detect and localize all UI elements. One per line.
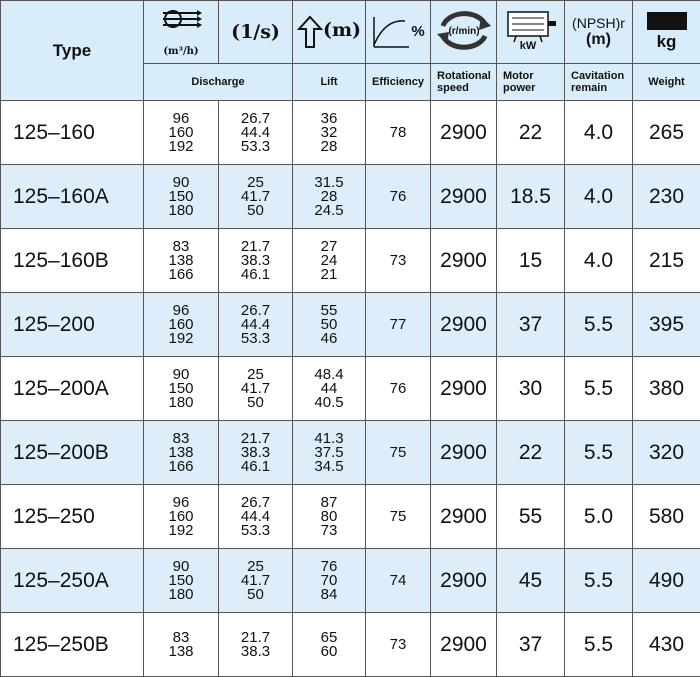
table-row: [1, 485, 700, 549]
lift-cell: [293, 485, 366, 549]
efficiency-cell: 78: [366, 101, 431, 165]
motor-icon: [504, 10, 558, 50]
motor-unit: kW: [519, 40, 536, 50]
discharge-ls-cell-value: 44.4: [219, 318, 292, 332]
discharge-m3h-cell: [144, 485, 219, 549]
discharge-ls-cell-value: 44.4: [219, 510, 292, 524]
efficiency-cell: 74: [366, 549, 431, 613]
type-cell: 125–200B: [1, 421, 144, 485]
motor-unit-header: [497, 1, 565, 64]
lift-cell-value: 41.3: [293, 432, 365, 446]
discharge-m3h-cell-value: 192: [144, 140, 218, 154]
lift-cell: [293, 101, 366, 165]
lift-cell-value: 34.5: [293, 460, 365, 474]
discharge-ls-cell-value: 41.7: [219, 190, 292, 204]
lift-cell-value: 73: [293, 524, 365, 538]
discharge-m3h-cell-value: 192: [144, 332, 218, 346]
lift-cell-value: 87: [293, 496, 365, 510]
discharge-m3h-cell: [144, 549, 219, 613]
type-cell: 125–160A: [1, 165, 144, 229]
motor-power-cell: 22: [497, 101, 565, 165]
motor-power-cell: 30: [497, 357, 565, 421]
efficiency-cell: 73: [366, 613, 431, 677]
discharge-ls-cell-value: 53.3: [219, 524, 292, 538]
lift-cell-value: 27: [293, 240, 365, 254]
discharge-m3h-cell-value: 83: [144, 240, 218, 254]
cavitation-label: Cavitation remain: [565, 64, 633, 101]
discharge-m3h-cell-value: 90: [144, 560, 218, 574]
lift-cell-value: 70: [293, 574, 365, 588]
discharge-m3h-cell-value: 192: [144, 524, 218, 538]
speed-unit: (r/min): [448, 26, 479, 37]
up-arrow-icon: [297, 15, 323, 49]
motor-power-cell: 15: [497, 229, 565, 293]
motor-label: Motor power: [497, 64, 565, 101]
motor-power-cell: 45: [497, 549, 565, 613]
npsh-unit: (m): [565, 31, 632, 49]
table-body: [1, 101, 700, 677]
discharge-m3h-cell-value: 96: [144, 112, 218, 126]
weight-unit: kg: [633, 32, 700, 52]
table-row: [1, 165, 700, 229]
type-cell: 125–250: [1, 485, 144, 549]
discharge-ls-cell-value: 38.3: [219, 645, 292, 659]
npsh-cell: 4.0: [565, 101, 633, 165]
discharge-m3h-cell: [144, 165, 219, 229]
npsh-cell: 4.0: [565, 229, 633, 293]
speed-cell: 2900: [431, 421, 497, 485]
speed-cell: 2900: [431, 549, 497, 613]
discharge-ls-cell-value: 53.3: [219, 332, 292, 346]
discharge-ls-cell: [219, 485, 293, 549]
discharge-m3h-cell: [144, 101, 219, 165]
discharge-ls-cell-value: 25: [219, 176, 292, 190]
lift-cell: [293, 293, 366, 357]
speed-label: Rotational speed: [431, 64, 497, 101]
lift-cell-value: 37.5: [293, 446, 365, 460]
discharge-m3h-cell-value: 180: [144, 588, 218, 602]
discharge-ls-cell-value: 46.1: [219, 460, 292, 474]
discharge-ls-cell-value: 50: [219, 396, 292, 410]
discharge-ls-cell-value: 25: [219, 560, 292, 574]
discharge-ls-cell-value: 41.7: [219, 382, 292, 396]
motor-power-cell: 18.5: [497, 165, 565, 229]
discharge-m3h-cell-value: 96: [144, 304, 218, 318]
efficiency-curve-icon: [371, 15, 411, 49]
type-cell: 125–200: [1, 293, 144, 357]
npsh-header: [565, 1, 633, 64]
type-cell: 125–160B: [1, 229, 144, 293]
speed-cell: 2900: [431, 485, 497, 549]
lift-cell-value: 31.5: [293, 176, 365, 190]
discharge-m3h-cell-value: 166: [144, 460, 218, 474]
type-cell: 125–250B: [1, 613, 144, 677]
discharge-ls-cell-value: 21.7: [219, 631, 292, 645]
discharge-ls-cell-value: 26.7: [219, 496, 292, 510]
discharge-m3h-cell-value: 180: [144, 396, 218, 410]
table-row: [1, 101, 700, 165]
discharge-m3h-cell-value: 90: [144, 176, 218, 190]
discharge-ls-cell: [219, 613, 293, 677]
lift-cell-value: 65: [293, 631, 365, 645]
table-row: [1, 293, 700, 357]
lift-cell-value: 76: [293, 560, 365, 574]
efficiency-label: Efficiency: [366, 64, 431, 101]
discharge-m3h-header: [144, 1, 219, 64]
discharge-m3h-cell-value: 160: [144, 510, 218, 524]
flow-icon: [159, 7, 203, 41]
discharge-m3h-cell-value: 83: [144, 631, 218, 645]
lift-unit: (m): [323, 19, 361, 41]
weight-block-icon: [647, 12, 687, 30]
npsh-cell: 4.0: [565, 165, 633, 229]
discharge-m3h-cell-value: 150: [144, 382, 218, 396]
lift-cell-value: 21: [293, 268, 365, 282]
weight-unit-header: [633, 1, 700, 64]
table-row: [1, 613, 700, 677]
lift-cell-value: 24.5: [293, 204, 365, 218]
lift-cell-value: 50: [293, 318, 365, 332]
npsh-cell: 5.5: [565, 293, 633, 357]
rotation-icon: [435, 6, 493, 54]
speed-cell: 2900: [431, 293, 497, 357]
motor-power-cell: 55: [497, 485, 565, 549]
weight-label: Weight: [633, 64, 700, 101]
discharge-m3h-cell: [144, 421, 219, 485]
discharge-ls-cell-value: 50: [219, 588, 292, 602]
table-row: [1, 229, 700, 293]
lift-label: Lift: [293, 64, 366, 101]
weight-cell: 380: [633, 357, 700, 421]
discharge-m3h-cell-value: 150: [144, 190, 218, 204]
lift-cell: [293, 357, 366, 421]
weight-cell: 395: [633, 293, 700, 357]
discharge-ls-cell: [219, 549, 293, 613]
discharge-m3h-cell-value: 150: [144, 574, 218, 588]
lift-cell-value: 80: [293, 510, 365, 524]
type-cell: 125–160: [1, 101, 144, 165]
npsh-label: (NPSH)r: [565, 15, 632, 31]
discharge-ls-cell: [219, 229, 293, 293]
efficiency-cell: 76: [366, 165, 431, 229]
lift-cell: [293, 165, 366, 229]
discharge-m3h-cell: [144, 357, 219, 421]
efficiency-cell: 77: [366, 293, 431, 357]
type-header: Type: [1, 1, 144, 101]
speed-cell: 2900: [431, 613, 497, 677]
discharge-ls-cell-value: 50: [219, 204, 292, 218]
lift-cell: [293, 229, 366, 293]
speed-cell: 2900: [431, 357, 497, 421]
discharge-ls-cell: [219, 101, 293, 165]
motor-power-cell: 37: [497, 613, 565, 677]
discharge-m3h-cell: [144, 293, 219, 357]
npsh-cell: 5.0: [565, 485, 633, 549]
table-row: [1, 357, 700, 421]
discharge-ls-cell: [219, 293, 293, 357]
efficiency-cell: 73: [366, 229, 431, 293]
lift-cell-value: 28: [293, 190, 365, 204]
weight-cell: 215: [633, 229, 700, 293]
lift-cell-value: 84: [293, 588, 365, 602]
discharge-m3h-cell-value: 138: [144, 254, 218, 268]
lift-cell-value: 36: [293, 112, 365, 126]
lift-cell-value: 32: [293, 126, 365, 140]
weight-cell: 320: [633, 421, 700, 485]
motor-power-cell: 22: [497, 421, 565, 485]
discharge-m3h-cell-value: 138: [144, 446, 218, 460]
discharge-ls-cell-value: 46.1: [219, 268, 292, 282]
weight-cell: 230: [633, 165, 700, 229]
discharge-ls-cell-value: 26.7: [219, 112, 292, 126]
discharge-ls-cell-value: 21.7: [219, 432, 292, 446]
npsh-cell: 5.5: [565, 421, 633, 485]
speed-cell: 2900: [431, 165, 497, 229]
discharge-m3h-cell-value: 138: [144, 645, 218, 659]
speed-cell: 2900: [431, 229, 497, 293]
lift-cell-value: 40.5: [293, 396, 365, 410]
lift-cell: [293, 549, 366, 613]
efficiency-cell: 75: [366, 485, 431, 549]
discharge-ls-cell: [219, 165, 293, 229]
lift-cell: [293, 613, 366, 677]
discharge-ls-header: (1/s): [219, 1, 293, 64]
lift-cell-value: 28: [293, 140, 365, 154]
npsh-cell: 5.5: [565, 549, 633, 613]
lift-unit-header: [293, 1, 366, 64]
discharge-label: Discharge: [144, 64, 293, 101]
percent-unit: %: [411, 23, 424, 40]
discharge-ls-cell-value: 26.7: [219, 304, 292, 318]
discharge-m3h-cell-value: 160: [144, 318, 218, 332]
lift-cell-value: 44: [293, 382, 365, 396]
weight-cell: 430: [633, 613, 700, 677]
m3h-unit: (m³/h): [144, 46, 218, 57]
discharge-ls-cell: [219, 421, 293, 485]
discharge-m3h-cell-value: 96: [144, 496, 218, 510]
discharge-ls-cell-value: 53.3: [219, 140, 292, 154]
discharge-m3h-cell-value: 83: [144, 432, 218, 446]
lift-cell: [293, 421, 366, 485]
efficiency-unit-header: [366, 1, 431, 64]
lift-cell-value: 55: [293, 304, 365, 318]
lift-cell-value: 60: [293, 645, 365, 659]
discharge-ls-cell-value: 41.7: [219, 574, 292, 588]
weight-cell: 490: [633, 549, 700, 613]
discharge-m3h-cell: [144, 613, 219, 677]
discharge-ls-cell-value: 38.3: [219, 446, 292, 460]
lift-cell-value: 48.4: [293, 368, 365, 382]
table-row: [1, 549, 700, 613]
npsh-cell: 5.5: [565, 357, 633, 421]
discharge-m3h-cell-value: 166: [144, 268, 218, 282]
lift-cell-value: 24: [293, 254, 365, 268]
discharge-ls-cell-value: 38.3: [219, 254, 292, 268]
lift-cell-value: 46: [293, 332, 365, 346]
discharge-ls-cell: [219, 357, 293, 421]
discharge-ls-cell-value: 21.7: [219, 240, 292, 254]
weight-cell: 265: [633, 101, 700, 165]
discharge-m3h-cell-value: 90: [144, 368, 218, 382]
discharge-m3h-cell: [144, 229, 219, 293]
motor-power-cell: 37: [497, 293, 565, 357]
weight-cell: 580: [633, 485, 700, 549]
speed-unit-header: [431, 1, 497, 64]
efficiency-cell: 75: [366, 421, 431, 485]
type-cell: 125–200A: [1, 357, 144, 421]
discharge-ls-cell-value: 44.4: [219, 126, 292, 140]
efficiency-cell: 76: [366, 357, 431, 421]
discharge-ls-cell-value: 25: [219, 368, 292, 382]
table-row: [1, 421, 700, 485]
discharge-m3h-cell-value: 180: [144, 204, 218, 218]
speed-cell: 2900: [431, 101, 497, 165]
discharge-m3h-cell-value: 160: [144, 126, 218, 140]
npsh-cell: 5.5: [565, 613, 633, 677]
type-cell: 125–250A: [1, 549, 144, 613]
